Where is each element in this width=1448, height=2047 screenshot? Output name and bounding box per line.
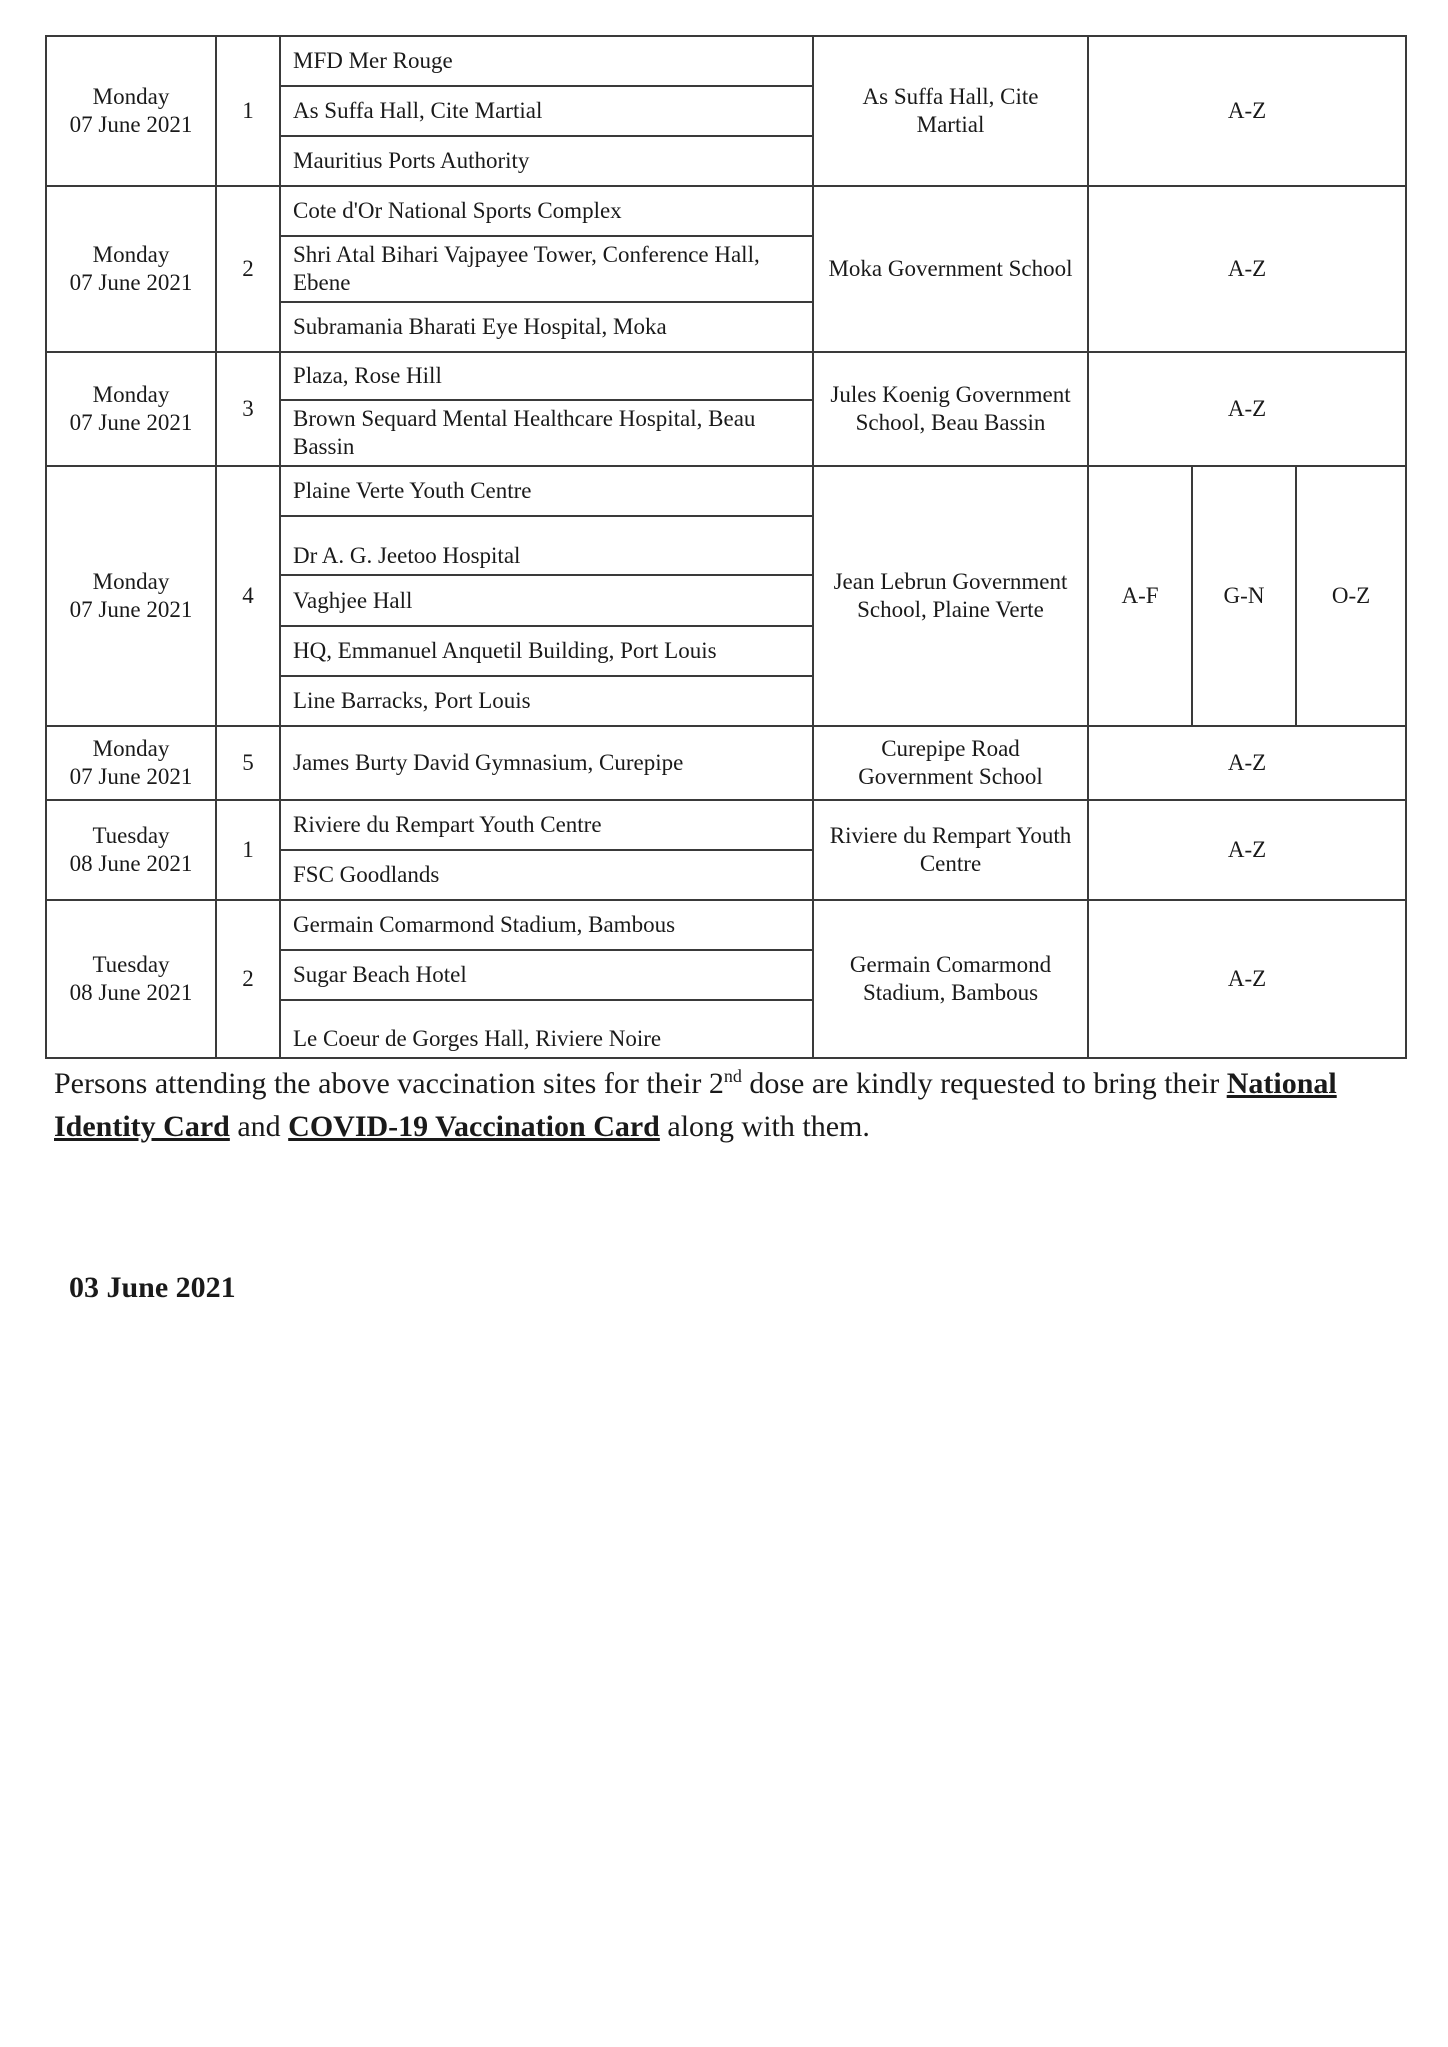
venue-item: FSC Goodlands bbox=[293, 862, 440, 887]
date: 07 June 2021 bbox=[69, 764, 193, 789]
venue-item: Riviere du Rempart Youth Centre bbox=[281, 801, 812, 851]
venue-item: Plaza, Rose Hill bbox=[281, 353, 812, 401]
vaccination-site: Jean Lebrun Government School, Plaine Verte bbox=[813, 466, 1088, 726]
venue-item: Sugar Beach Hotel bbox=[281, 951, 812, 1001]
venue-item: As Suffa Hall, Cite Martial bbox=[281, 87, 812, 137]
vaccination-site: As Suffa Hall, Cite Martial bbox=[813, 36, 1088, 186]
surname-group: A-Z bbox=[1088, 352, 1406, 466]
date: 07 June 2021 bbox=[69, 410, 193, 435]
batch-number: 1 bbox=[216, 800, 280, 900]
note-text: Persons attending the above vaccination sites for their 2 bbox=[54, 1067, 724, 1100]
day-name: Monday bbox=[92, 736, 170, 761]
note-text: along with them. bbox=[659, 1110, 870, 1143]
note-superscript: nd bbox=[723, 1066, 742, 1086]
venue-item: MFD Mer Rouge bbox=[281, 37, 812, 87]
surname-group: G-N bbox=[1192, 466, 1296, 726]
schedule-row bbox=[46, 726, 1406, 800]
day-name: Tuesday bbox=[92, 823, 170, 848]
day-date-cell bbox=[46, 466, 216, 726]
day-date-cell bbox=[46, 36, 216, 186]
day-name: Monday bbox=[92, 382, 170, 407]
venue-item: Le Coeur de Gorges Hall, Riviere Noire bbox=[293, 1026, 662, 1051]
day-date-cell bbox=[46, 800, 216, 900]
venues-cell bbox=[280, 800, 813, 900]
note-text: and bbox=[229, 1110, 289, 1143]
vaccination-site: Moka Government School bbox=[813, 186, 1088, 352]
venue-item: Dr A. G. Jeetoo Hospital bbox=[281, 517, 812, 576]
venue-item: Shri Atal Bihari Vajpayee Tower, Conference Hall, Ebene bbox=[281, 237, 812, 303]
day-name: Tuesday bbox=[92, 952, 170, 977]
surname-group: O-Z bbox=[1296, 466, 1406, 726]
day-name: Monday bbox=[92, 242, 170, 267]
venue-item: James Burty David Gymnasium, Curepipe bbox=[293, 750, 684, 775]
venue-item: Subramania Bharati Eye Hospital, Moka bbox=[293, 314, 667, 339]
venues-cell bbox=[280, 726, 813, 800]
issue-date: 03 June 2021 bbox=[69, 1271, 236, 1304]
date: 07 June 2021 bbox=[69, 270, 193, 295]
date: 07 June 2021 bbox=[69, 597, 193, 622]
surname-group: A-Z bbox=[1088, 800, 1406, 900]
schedule-row bbox=[46, 466, 1406, 726]
venue-item: Line Barracks, Port Louis bbox=[293, 688, 531, 713]
note-text: dose are kindly requested to bring their bbox=[741, 1067, 1227, 1100]
schedule-row bbox=[46, 36, 1406, 186]
surname-group: A-Z bbox=[1088, 186, 1406, 352]
schedule-row bbox=[46, 800, 1406, 900]
venue-item: Mauritius Ports Authority bbox=[293, 148, 530, 173]
day-date-cell bbox=[46, 352, 216, 466]
vaccination-site: Germain Comarmond Stadium, Bambous bbox=[813, 900, 1088, 1058]
day-date-cell bbox=[46, 900, 216, 1058]
schedule-row bbox=[46, 900, 1406, 1058]
national-identity-card-label: National Identity Card bbox=[54, 1067, 1337, 1143]
venue-item: Cote d'Or National Sports Complex bbox=[281, 187, 812, 237]
schedule-row bbox=[46, 352, 1406, 466]
day-date-cell bbox=[46, 726, 216, 800]
vaccination-site: Jules Koenig Government School, Beau Bassin bbox=[813, 352, 1088, 466]
day-date-cell bbox=[46, 186, 216, 352]
vaccination-schedule-table bbox=[45, 35, 1407, 1059]
batch-number: 2 bbox=[216, 186, 280, 352]
surname-group: A-Z bbox=[1088, 900, 1406, 1058]
surname-group: A-Z bbox=[1088, 726, 1406, 800]
date: 07 June 2021 bbox=[69, 112, 193, 137]
venue-item: Plaine Verte Youth Centre bbox=[281, 467, 812, 517]
venues-cell bbox=[280, 186, 813, 352]
surname-group: A-Z bbox=[1088, 36, 1406, 186]
venue-item: Vaghjee Hall bbox=[281, 576, 812, 627]
schedule-row bbox=[46, 186, 1406, 352]
batch-number: 5 bbox=[216, 726, 280, 800]
batch-number: 3 bbox=[216, 352, 280, 466]
venue-item: HQ, Emmanuel Anquetil Building, Port Louis bbox=[281, 627, 812, 677]
surname-group: A-F bbox=[1088, 466, 1192, 726]
vaccination-card-label: COVID-19 Vaccination Card bbox=[288, 1110, 660, 1143]
notice-paragraph bbox=[54, 1062, 1410, 1148]
batch-number: 4 bbox=[216, 466, 280, 726]
date: 08 June 2021 bbox=[69, 980, 193, 1005]
day-name: Monday bbox=[92, 569, 170, 594]
vaccination-site: Curepipe Road Government School bbox=[813, 726, 1088, 800]
venue-item: Brown Sequard Mental Healthcare Hospital, Beau Bassin bbox=[293, 406, 756, 459]
batch-number: 1 bbox=[216, 36, 280, 186]
venues-cell bbox=[280, 36, 813, 186]
vaccination-site: Riviere du Rempart Youth Centre bbox=[813, 800, 1088, 900]
venues-cell bbox=[280, 900, 813, 1058]
day-name: Monday bbox=[92, 84, 170, 109]
venues-cell bbox=[280, 352, 813, 466]
venue-item: Germain Comarmond Stadium, Bambous bbox=[281, 901, 812, 951]
batch-number: 2 bbox=[216, 900, 280, 1058]
date: 08 June 2021 bbox=[69, 851, 193, 876]
venues-cell bbox=[280, 466, 813, 726]
